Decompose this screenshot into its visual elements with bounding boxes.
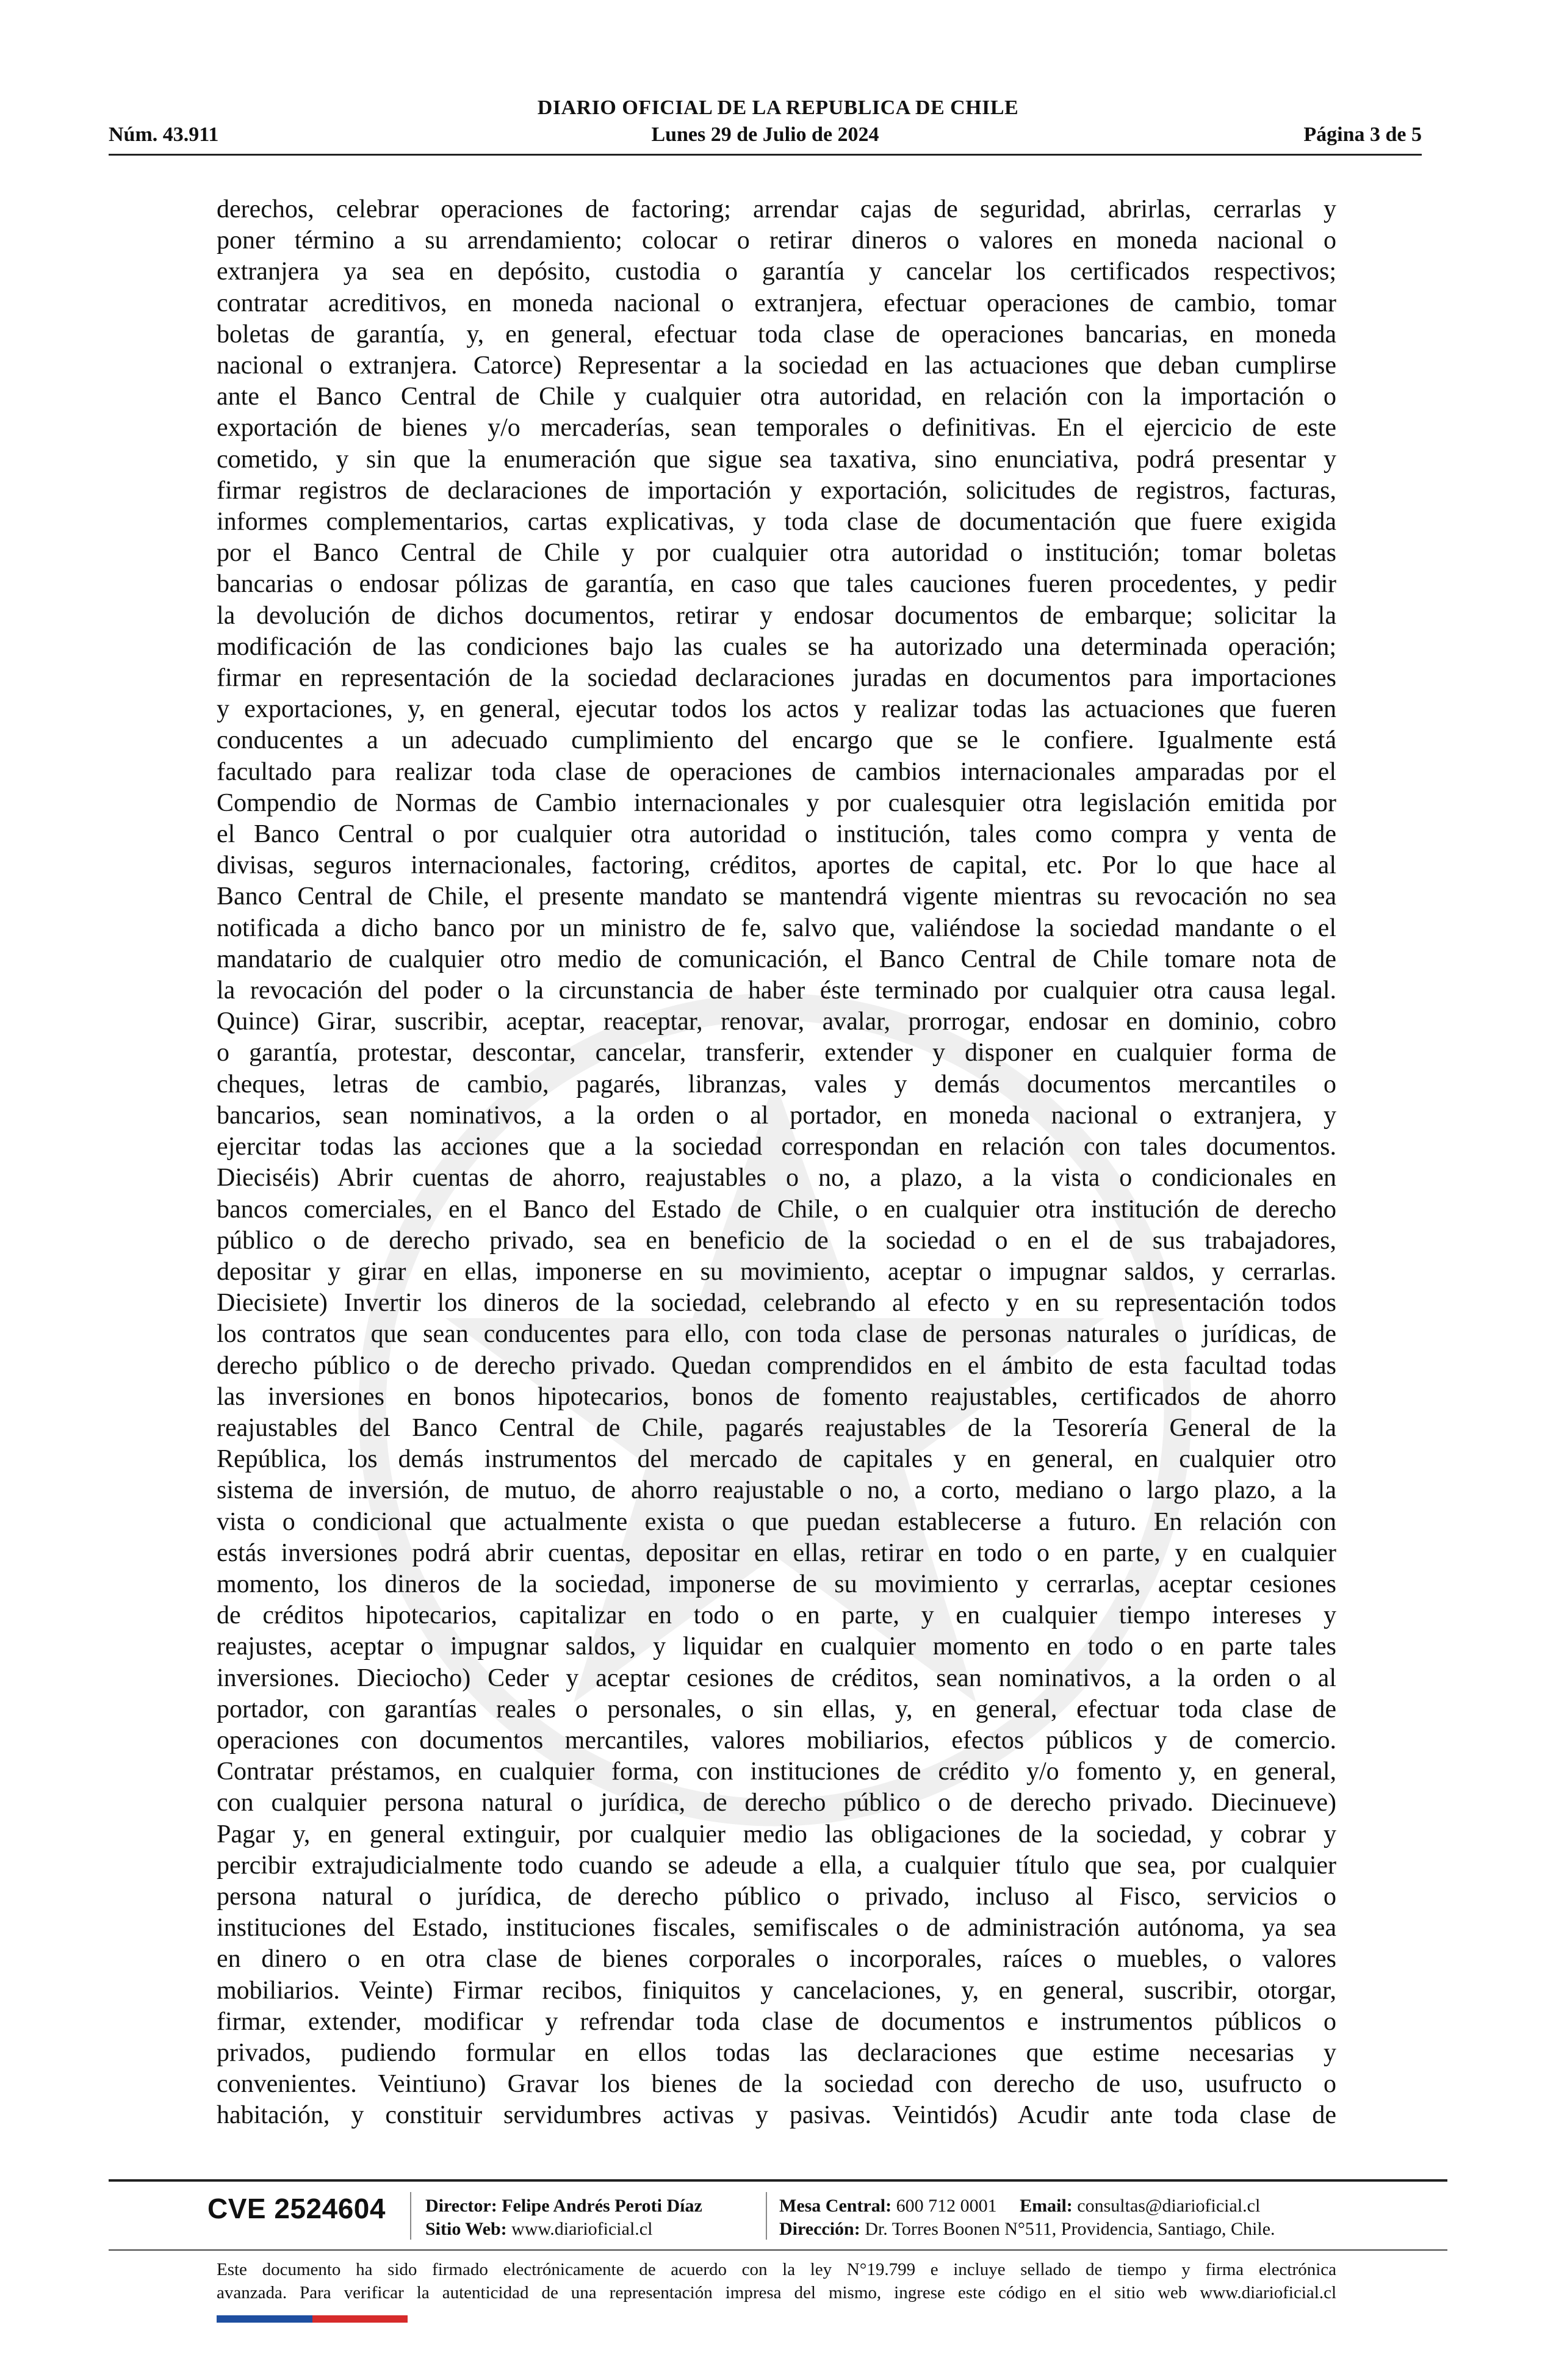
body-line: ejercitar todas las acciones que a la sociedad correspondan en relación con tales documentos. — [217, 1133, 1336, 1161]
website-link[interactable]: www.diarioficial.cl — [511, 2219, 653, 2239]
body-line: las inversiones en bonos hipotecarios, bonos de fomento reajustables, certificados de ahorro — [217, 1382, 1336, 1411]
email-label: Email: — [1020, 2196, 1073, 2216]
director-label: Director: — [425, 2196, 497, 2216]
body-line: el Banco Central o por cualquier otra autoridad o institución, tales como compra y venta de — [217, 820, 1336, 849]
issue-number: Núm. 43.911 — [109, 123, 219, 146]
body-line: exportación de bienes y/o mercaderías, sean temporales o definitivas. En el ejercicio de este — [217, 414, 1336, 442]
body-line: Dieciséis) Abrir cuentas de ahorro, reajustables o no, a plazo, a la vista o condicionales en — [217, 1164, 1336, 1192]
document-body — [217, 194, 1336, 2132]
body-line: cometido, y sin que la enumeración que sigue sea taxativa, sino enunciativa, podrá presentar y — [217, 445, 1336, 474]
body-line: con cualquier persona natural o jurídica, de derecho público o de derecho privado. Diecinueve) — [217, 1789, 1336, 1817]
body-line: derechos, celebrar operaciones de factoring; arrendar cajas de seguridad, abrirlas, cerrarlas y — [217, 195, 1336, 223]
signature-notice — [217, 2258, 1336, 2304]
address-value: Dr. Torres Boonen N°511, Providencia, Santiago, Chile. — [865, 2219, 1275, 2239]
body-line: República, los demás instrumentos del mercado de capitales y en general, en cualquier otro — [217, 1445, 1336, 1474]
body-line: de créditos hipotecarios, capitalizar en todo o en parte, y en cualquier tiempo intereses y — [217, 1601, 1336, 1630]
footer-divider-bottom — [109, 2249, 1447, 2251]
email-link[interactable]: consultas@diarioficial.cl — [1077, 2196, 1261, 2216]
issue-date: Lunes 29 de Julio de 2024 — [651, 123, 879, 146]
footer-separator — [410, 2192, 411, 2240]
body-line: habitación, y constituir servidumbres activas y pasivas. Veintidós) Acudir ante toda clase de — [217, 2101, 1336, 2130]
address-label: Dirección: — [779, 2219, 860, 2239]
body-line: firmar registros de declaraciones de importación y exportación, solicitudes de registros, facturas, — [217, 476, 1336, 505]
body-line: Compendio de Normas de Cambio internacionales y por cualesquier otra legislación emitida por — [217, 788, 1336, 817]
body-line: público o de derecho privado, sea en beneficio de la sociedad o en el de sus trabajadores, — [217, 1226, 1336, 1255]
body-line: bancarias o endosar pólizas de garantía, en caso que tales cauciones fueren procedentes, y pedir — [217, 570, 1336, 599]
footer-contact-block — [779, 2194, 1275, 2241]
body-line: divisas, seguros internacionales, factoring, créditos, aportes de capital, etc. Por lo que hace al — [217, 851, 1336, 880]
body-line: firmar en representación de la sociedad declaraciones juradas en documentos para importaciones — [217, 664, 1336, 693]
publication-title: DIARIO OFICIAL DE LA REPUBLICA DE CHILE — [537, 96, 1019, 119]
header-row — [109, 123, 1422, 150]
body-line: Banco Central de Chile, el presente mandato se mantendrá vigente mientras su revocación no sea — [217, 882, 1336, 911]
body-line: Diecisiete) Invertir los dineros de la sociedad, celebrando al efecto y en su representación todos — [217, 1289, 1336, 1318]
body-line: depositar y girar en ellas, imponerse en su movimiento, aceptar o impugnar saldos, y cerrarlas. — [217, 1257, 1336, 1286]
body-line: contratar acreditivos, en moneda nacional o extranjera, efectuar operaciones de cambio, tomar — [217, 289, 1336, 317]
body-line: Pagar y, en general extinguir, por cualquier medio las obligaciones de la sociedad, y cobrar y — [217, 1820, 1336, 1848]
header-divider — [109, 154, 1422, 156]
body-line: firmar, extender, modificar y refrendar toda clase de documentos e instrumentos públicos o — [217, 2007, 1336, 2036]
flag-color-bar — [217, 2315, 408, 2323]
body-line: conducentes a un adecuado cumplimiento del encargo que se le confiere. Igualmente está — [217, 726, 1336, 755]
body-line: facultado para realizar toda clase de operaciones de cambios internacionales amparadas por el — [217, 757, 1336, 786]
body-line: en dinero o en otra clase de bienes corporales o incorporales, raíces o muebles, o valores — [217, 1945, 1336, 1974]
body-line: extranjera ya sea en depósito, custodia o garantía y cancelar los certificados respectivos; — [217, 258, 1336, 286]
body-line: informes complementarios, cartas explicativas, y toda clase de documentación que fuere exigida — [217, 508, 1336, 536]
body-line: y exportaciones, y, en general, ejecutar todos los actos y realizar todas las actuaciones que fueren — [217, 695, 1336, 724]
flag-blue-segment — [217, 2315, 312, 2323]
director-name: Felipe Andrés Peroti Díaz — [502, 2196, 702, 2216]
body-line: bancos comerciales, en el Banco del Estado de Chile, o en cualquier otra institución de derecho — [217, 1195, 1336, 1224]
page-indicator: Página 3 de 5 — [1303, 123, 1422, 146]
footer-divider-top — [109, 2179, 1447, 2182]
body-line: la revocación del poder o la circunstancia de haber éste terminado por cualquier otra causa legal. — [217, 976, 1336, 1005]
body-line: reajustes, aceptar o impugnar saldos, y liquidar en cualquier momento en todo o en parte tales — [217, 1632, 1336, 1661]
body-line: mandatario de cualquier otro medio de comunicación, el Banco Central de Chile tomare nota de — [217, 945, 1336, 973]
body-line: mobiliarios. Veinte) Firmar recibos, finiquitos y cancelaciones, y, en general, suscribir, otorgar, — [217, 1976, 1336, 2005]
footer-separator — [766, 2192, 767, 2240]
body-line: operaciones con documentos mercantiles, valores mobiliarios, efectos públicos y de comercio. — [217, 1726, 1336, 1754]
body-line: sistema de inversión, de mutuo, de ahorro reajustable o no, a corto, mediano o largo plazo, a la — [217, 1476, 1336, 1505]
body-line: Quince) Girar, suscribir, aceptar, reaceptar, renovar, avalar, prorrogar, endosar en dominio, cobro — [217, 1008, 1336, 1036]
body-line: bancarios, sean nominativos, a la orden o al portador, en moneda nacional o extranjera, y — [217, 1101, 1336, 1130]
body-line: nacional o extranjera. Catorce) Representar a la sociedad en las actuaciones que deban cumplirse — [217, 352, 1336, 380]
phone-value: 600 712 0001 — [896, 2196, 997, 2216]
body-line: vista o condicional que actualmente exista o que puedan establecerse a futuro. En relación con — [217, 1507, 1336, 1536]
body-line: convenientes. Veintiuno) Gravar los bienes de la sociedad con derecho de uso, usufructo o — [217, 2070, 1336, 2099]
body-line: portador, con garantías reales o personales, o sin ellas, y, en general, efectuar toda clase de — [217, 1695, 1336, 1723]
body-line: o garantía, protestar, descontar, cancelar, transferir, extender y disponer en cualquier forma de — [217, 1039, 1336, 1067]
body-line: Contratar préstamos, en cualquier forma, con instituciones de crédito y/o fomento y, en general, — [217, 1758, 1336, 1786]
body-line: estás inversiones podrá abrir cuentas, depositar en ellas, retirar en todo o en parte, y en cualquier — [217, 1538, 1336, 1567]
body-line: notificada a dicho banco por un ministro de fe, salvo que, valiéndose la sociedad mandante o el — [217, 914, 1336, 942]
body-line: instituciones del Estado, instituciones fiscales, semifiscales o de administración autónoma, ya sea — [217, 1914, 1336, 1942]
signature-notice-line: Este documento ha sido firmado electrónicamente de acuerdo con la ley N°19.799 e incluye sellado de tiempo y firma electrónica — [217, 2260, 1336, 2279]
body-line: boletas de garantía, y, en general, efectuar toda clase de operaciones bancarias, en moneda — [217, 320, 1336, 348]
body-line: percibir extrajudicialmente todo cuando se adeude a ella, a cualquier título que sea, por cualquier — [217, 1851, 1336, 1880]
body-line: por el Banco Central de Chile y por cualquier otra autoridad o institución; tomar boletas — [217, 539, 1336, 568]
cve-code: CVE 2524604 — [207, 2193, 386, 2224]
body-line: derecho público o de derecho privado. Quedan comprendidos en el ámbito de esta facultad todas — [217, 1351, 1336, 1380]
body-line: reajustables del Banco Central de Chile, pagarés reajustables de la Tesorería General de la — [217, 1413, 1336, 1442]
body-line: momento, los dineros de la sociedad, imponerse de su movimiento y cerrarlas, aceptar cesiones — [217, 1570, 1336, 1598]
body-line: poner término a su arrendamiento; colocar o retirar dineros o valores en moneda nacional o — [217, 226, 1336, 255]
body-line: persona natural o jurídica, de derecho público o privado, incluso al Fisco, servicios o — [217, 1882, 1336, 1911]
body-line: privados, pudiendo formular en ellos todas las declaraciones que estime necesarias y — [217, 2038, 1336, 2067]
body-line: cheques, letras de cambio, pagarés, libranzas, vales y demás documentos mercantiles o — [217, 1070, 1336, 1098]
body-line: modificación de las condiciones bajo las cuales se ha autorizado una determinada operación; — [217, 632, 1336, 661]
body-line: inversiones. Dieciocho) Ceder y aceptar cesiones de créditos, sean nominativos, a la orden o al — [217, 1664, 1336, 1692]
body-line: ante el Banco Central de Chile y cualquier otra autoridad, en relación con la importación o — [217, 383, 1336, 411]
body-line: los contratos que sean conducentes para ello, con toda clase de personas naturales o jurídicas, de — [217, 1320, 1336, 1349]
body-line: la devolución de dichos documentos, retirar y endosar documentos de embarque; solicitar la — [217, 601, 1336, 630]
flag-red-segment — [312, 2315, 408, 2323]
phone-label: Mesa Central: — [779, 2196, 892, 2216]
website-label: Sitio Web: — [425, 2219, 507, 2239]
footer-director-block — [425, 2194, 702, 2241]
signature-notice-line: avanzada. Para verificar la autenticidad de una representación impresa del mismo, ingrese este código en el sitio web www.diarioficial.cl — [217, 2283, 1336, 2302]
